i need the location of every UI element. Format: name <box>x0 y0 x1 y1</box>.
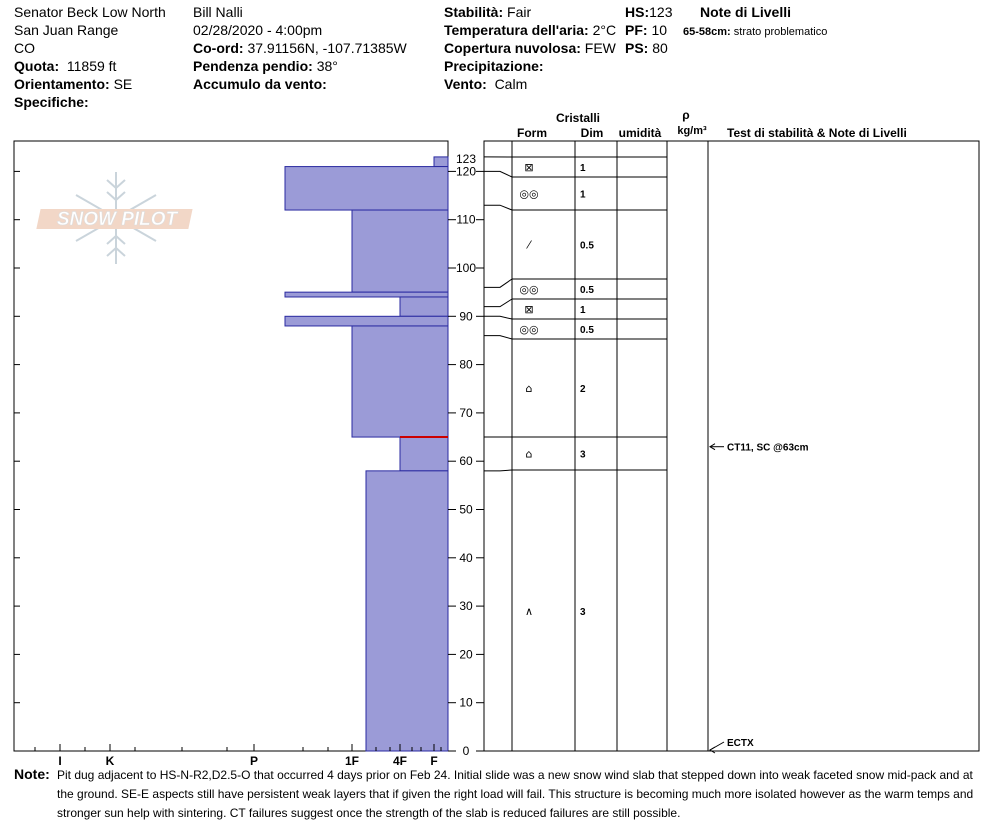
hs-label: HS: <box>625 4 650 20</box>
grain-form-icon: ◎◎ <box>519 323 539 336</box>
ps-value: 80 <box>652 40 668 56</box>
hardness-label: I <box>58 754 62 766</box>
grain-form-icon: ⁄ <box>528 238 530 252</box>
range-name: San Juan Range <box>14 22 119 38</box>
specifics-label: Specifiche: <box>14 94 89 110</box>
grain-size: 0.5 <box>580 240 594 252</box>
air-temp-label: Temperatura dell'aria: <box>444 22 589 38</box>
layer-connector <box>484 299 512 307</box>
slope-value: 38° <box>316 58 338 74</box>
size-header: Dim <box>580 126 604 140</box>
grain-form-icon: ⌂ <box>525 382 533 395</box>
rho-header: ρ <box>682 108 690 122</box>
coord-label: Co-ord: <box>193 40 244 56</box>
layer-connector <box>484 336 512 339</box>
height-label: 30 <box>459 599 473 614</box>
cloud-value: FEW <box>584 40 616 56</box>
elevation-label: Quota: <box>14 58 60 74</box>
grain-size: 2 <box>580 384 586 395</box>
height-label: 100 <box>455 261 477 275</box>
test-label: ECTX <box>727 738 754 749</box>
grain-form-icon: ∧ <box>524 605 534 618</box>
grain-size: 0.5 <box>580 325 594 336</box>
test-label: CT11, SC @63cm <box>727 442 809 454</box>
grain-form-icon: ⊠ <box>524 161 534 174</box>
height-label: 0 <box>462 744 470 758</box>
snowpilot-watermark <box>36 172 192 264</box>
grain-form-icon: ◎◎ <box>519 187 539 201</box>
hardness-bar <box>434 157 448 167</box>
hardness-bar <box>285 167 448 210</box>
layer-connector <box>484 279 512 287</box>
hardness-bar <box>366 471 448 751</box>
hardness-bar <box>352 210 448 292</box>
height-label: 90 <box>459 309 473 324</box>
slope-label: Pendenza pendio: <box>193 58 313 74</box>
cloud-label: Copertura nuvolosa: <box>444 40 581 56</box>
layer-notes-label: Note di Livelli <box>700 4 792 20</box>
layer-connector <box>484 205 512 210</box>
grain-size: 1 <box>580 305 586 316</box>
form-header: Form <box>517 126 547 140</box>
crystals-header: Cristalli <box>555 111 601 125</box>
hardness-bar <box>400 297 448 316</box>
observer-name: Bill Nalli <box>193 4 243 20</box>
hardness-bar <box>285 316 448 326</box>
observation-datetime: 02/28/2020 - 4:00pm <box>193 22 323 38</box>
test-arrowhead <box>710 747 715 753</box>
grain-form-icon: ⌂ <box>525 447 533 461</box>
height-label: 10 <box>459 695 473 710</box>
aspect-value: SE <box>113 76 133 92</box>
pf-value: 10 <box>651 22 668 38</box>
wind-value: Calm <box>494 76 528 92</box>
layer-note-text: strato problematico <box>733 26 828 38</box>
aspect-label: Orientamento: <box>14 76 110 92</box>
hardness-bar <box>400 437 448 471</box>
hardness-label: F <box>430 754 438 766</box>
grain-size: 0.5 <box>580 285 594 296</box>
height-label: 70 <box>459 405 473 420</box>
height-axis <box>448 152 484 758</box>
elevation-value: 11859 ft <box>66 58 117 74</box>
height-label: 80 <box>459 357 473 372</box>
height-top-label: 123 <box>455 151 477 166</box>
hardness-label: K <box>105 754 115 766</box>
layer-connector <box>484 316 512 319</box>
hs-value: 123 <box>649 4 673 20</box>
stability-label: Stabilità: <box>444 4 504 20</box>
layer-connector <box>484 470 512 471</box>
location-name: Senator Beck Low North <box>14 4 166 20</box>
stability-tests <box>710 443 809 753</box>
hardness-bars <box>285 157 448 751</box>
pf-label: PF: <box>625 22 648 38</box>
layer-note-range: 65-58cm: <box>683 26 731 38</box>
height-label: 20 <box>459 647 473 662</box>
height-label: 50 <box>459 502 473 517</box>
precip-label: Precipitazione: <box>444 58 544 74</box>
stability-value: Fair <box>507 4 532 20</box>
hardness-label: 1F <box>344 754 360 766</box>
hardness-bar <box>285 292 448 297</box>
notes-text: Pit dug adjacent to HS-N-R2,D2.5-O that occurred 4 days prior on Feb 24. Initial slide was a new snow wind slab that stepped down into weak faceted snow mid-pack and at the ground. SE-E aspects still have persistent weak layers that if given the right load will fail. This structure is becoming much more isolated however as the warm temps and stronger sun help with sintering. CT failures suggest once the strength of the slab is reduced failures are still possible. <box>57 768 974 820</box>
layer-connector <box>484 171 512 177</box>
hardness-label: P <box>249 754 259 766</box>
left-axis-ticks <box>14 171 20 702</box>
grain-size: 1 <box>580 189 586 201</box>
grain-size: 1 <box>580 163 586 174</box>
air-temp-value: 2°C <box>592 22 617 38</box>
height-label: 40 <box>459 550 473 565</box>
ps-label: PS: <box>625 40 649 56</box>
grain-form-icon: ⊠ <box>524 303 534 316</box>
grain-size: 3 <box>580 607 586 618</box>
hardness-label: 4F <box>392 754 408 766</box>
height-label: 110 <box>456 212 476 227</box>
height-label: 60 <box>459 454 473 469</box>
wind-label: Vento: <box>444 76 487 92</box>
coord-value: 37.91156N, -107.71385W <box>247 40 407 56</box>
watermark-text: SNOW PILOT <box>56 209 178 230</box>
state-name: CO <box>14 40 35 56</box>
hardness-bar <box>352 326 448 437</box>
height-label: 120 <box>455 164 477 179</box>
grain-size: 3 <box>580 449 586 461</box>
density-unit-header: kg/m³ <box>677 125 707 137</box>
wind-loading-label: Accumulo da vento: <box>193 76 327 92</box>
notes-label: Note: <box>14 766 50 782</box>
moisture-header: umidità <box>618 126 662 140</box>
stability-notes-header: Test di stabilità & Note di Livelli <box>727 126 907 140</box>
grain-form-icon: ◎◎ <box>519 283 539 296</box>
